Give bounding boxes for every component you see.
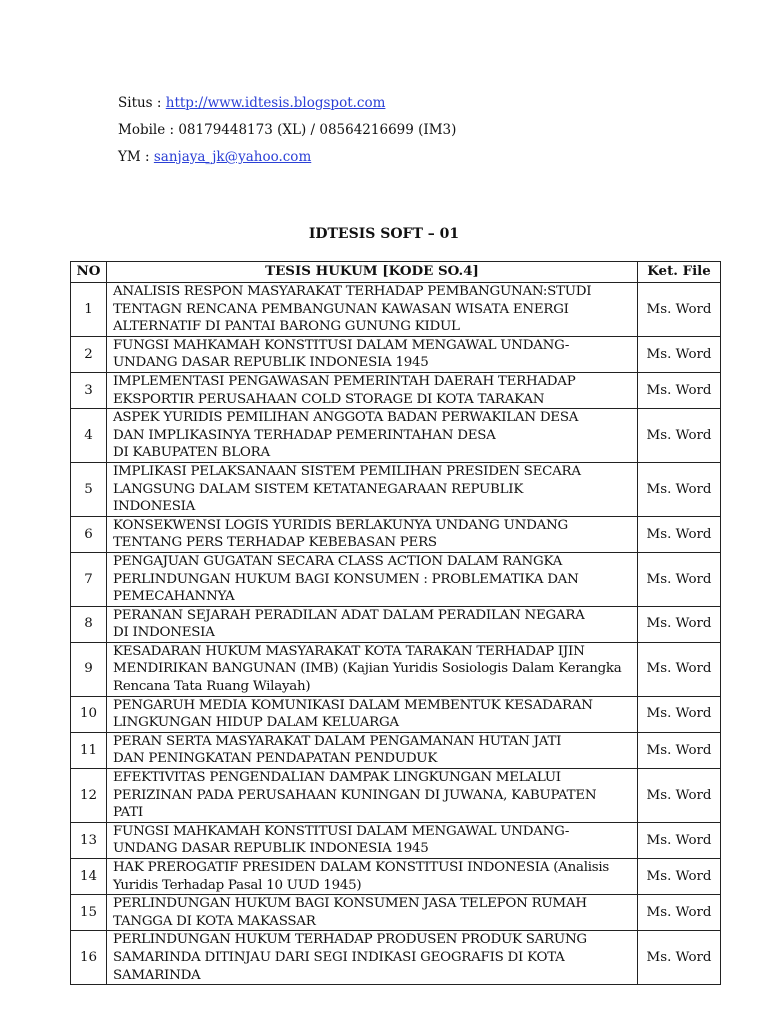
thesis-title-line: SAMARINDA [113,967,201,983]
file-type: Ms. Word [638,931,721,985]
thesis-title [107,732,638,768]
file-type: Ms. Word [638,895,721,931]
thesis-title [107,336,638,372]
row-number: 15 [71,895,107,931]
table-row [71,822,721,858]
row-number: 3 [71,372,107,408]
row-number: 10 [71,696,107,732]
table-row [71,931,721,985]
thesis-title-line: DI KABUPATEN BLORA [113,445,270,461]
thesis-title-line: ALTERNATIF DI PANTAI BARONG GUNUNG KIDUL [113,319,460,335]
ym-line [118,144,456,171]
thesis-title [107,895,638,931]
thesis-title [107,769,638,823]
file-type: Ms. Word [638,516,721,552]
thesis-title-line: LINGKUNGAN HIDUP DALAM KELUARGA [113,715,399,731]
ym-email-link[interactable]: sanjaya_jk@yahoo.com [153,149,312,165]
table-row [71,642,721,696]
thesis-title [107,462,638,516]
thesis-title-line: EKSPORTIR PERUSAHAAN COLD STORAGE DI KOTA TARAKAN [113,391,545,407]
thesis-title-line: Rencana Tata Ruang Wilayah) [113,679,311,695]
table-row [71,372,721,408]
situs-link[interactable]: http://www.idtesis.blogspot.com [165,95,386,111]
row-number: 6 [71,516,107,552]
thesis-title-line: SAMARINDA DITINJAU DARI SEGI INDIKASI GEOGRAFIS DI KOTA [113,949,565,965]
thesis-table [70,261,721,985]
thesis-title-line: PERAN SERTA MASYARAKAT DALAM PENGAMANAN HUTAN JATI [113,733,562,749]
thesis-title-line: ANALISIS RESPON MASYARAKAT TERHADAP PEMBANGUNAN:STUDI [113,284,592,299]
thesis-title-line: DI INDONESIA [113,625,215,641]
thesis-title-line: LANGSUNG DALAM SISTEM KETATANEGARAAN REPUBLIK [113,481,524,497]
thesis-title-line: PERLINDUNGAN HUKUM TERHADAP PRODUSEN PRODUK SARUNG [113,932,587,948]
thesis-title [107,552,638,606]
thesis-title-line: PENGARUH MEDIA KOMUNIKASI DALAM MEMBENTUK KESADARAN [113,697,593,713]
thesis-title-line: INDONESIA [113,499,196,515]
row-number: 9 [71,642,107,696]
row-number: 5 [71,462,107,516]
row-number: 12 [71,769,107,823]
contact-block [118,90,456,171]
row-number: 8 [71,606,107,642]
thesis-title-line: PATI [113,805,143,821]
table-row [71,516,721,552]
table-row [71,283,721,337]
situs-line [118,90,456,117]
file-type: Ms. Word [638,859,721,895]
file-type: Ms. Word [638,769,721,823]
file-type: Ms. Word [638,372,721,408]
row-number: 16 [71,931,107,985]
thesis-title-line: ASPEK YURIDIS PEMILIHAN ANGGOTA BADAN PERWAKILAN DESA [113,410,579,426]
thesis-title-line: PERLINDUNGAN HUKUM BAGI KONSUMEN : PROBLEMATIKA DAN [113,571,579,587]
table-row [71,552,721,606]
table-row [71,859,721,895]
row-number: 13 [71,822,107,858]
thesis-title-line: PENGAJUAN GUGATAN SECARA CLASS ACTION DALAM RANGKA [113,553,563,569]
thesis-title [107,283,638,337]
table-row [71,895,721,931]
thesis-title-line: PERLINDUNGAN HUKUM BAGI KONSUMEN JASA TELEPON RUMAH [113,896,587,912]
thesis-title-line: PERANAN SEJARAH PERADILAN ADAT DALAM PERADILAN NEGARA [113,607,585,623]
thesis-title-line: FUNGSI MAHKAMAH KONSTITUSI DALAM MENGAWAL UNDANG- [113,823,570,839]
row-number: 1 [71,283,107,337]
thesis-title [107,372,638,408]
thesis-title-line: MENDIRIKAN BANGUNAN (IMB) (Kajian Yuridis Sosiologis Dalam Kerangka [113,661,622,677]
file-type: Ms. Word [638,822,721,858]
situs-label: Situs : [118,95,166,111]
thesis-title-line: UNDANG DASAR REPUBLIK INDONESIA 1945 [113,355,429,371]
thesis-title-line: DAN IMPLIKASINYA TERHADAP PEMERINTAHAN DESA [113,427,496,443]
row-number: 2 [71,336,107,372]
table-row [71,606,721,642]
thesis-title-line: UNDANG DASAR REPUBLIK INDONESIA 1945 [113,841,429,857]
mobile-line: Mobile : 08179448173 (XL) / 08564216699 (IM3) [118,122,457,138]
row-number: 7 [71,552,107,606]
document-title: IDTESIS SOFT – 01 [308,226,460,242]
thesis-title [107,822,638,858]
thesis-title [107,409,638,463]
table-row [71,732,721,768]
file-type: Ms. Word [638,552,721,606]
row-number: 14 [71,859,107,895]
table-row [71,696,721,732]
thesis-title-line: EFEKTIVITAS PENGENDALIAN DAMPAK LINGKUNGAN MELALUI [113,770,561,786]
header-no: NO [71,262,107,283]
thesis-title-line: Yuridis Terhadap Pasal 10 UUD 1945) [113,877,362,893]
thesis-title-line: TENTANG PERS TERHADAP KEBEBASAN PERS [113,535,437,551]
thesis-title [107,859,638,895]
table-row [71,336,721,372]
thesis-title-line: PERIZINAN PADA PERUSAHAAN KUNINGAN DI JUWANA, KABUPATEN [113,787,597,803]
thesis-title [107,606,638,642]
thesis-title [107,642,638,696]
file-type: Ms. Word [638,336,721,372]
thesis-title [107,696,638,732]
thesis-title-line: IMPLEMENTASI PENGAWASAN PEMERINTAH DAERAH TERHADAP [113,373,576,389]
header-thesis: TESIS HUKUM [KODE SO.4] [107,262,638,283]
thesis-title-line: KONSEKWENSI LOGIS YURIDIS BERLAKUNYA UNDANG UNDANG [113,517,568,533]
thesis-title-line: TANGGA DI KOTA MAKASSAR [113,913,316,929]
table-header-row [71,262,721,283]
file-type: Ms. Word [638,606,721,642]
ym-label: YM : [118,149,154,165]
row-number: 4 [71,409,107,463]
thesis-title [107,516,638,552]
thesis-title-line: IMPLIKASI PELAKSANAAN SISTEM PEMILIHAN PRESIDEN SECARA [113,463,581,479]
thesis-title [107,931,638,985]
thesis-title-line: HAK PREROGATIF PRESIDEN DALAM KONSTITUSI INDONESIA (Analisis [113,860,610,875]
table-row [71,462,721,516]
file-type: Ms. Word [638,409,721,463]
file-type: Ms. Word [638,642,721,696]
table-row [71,409,721,463]
thesis-title-line: FUNGSI MAHKAMAH KONSTITUSI DALAM MENGAWAL UNDANG- [113,337,570,353]
row-number: 11 [71,732,107,768]
header-ket: Ket. File [638,262,721,283]
thesis-title-line: DAN PENINGKATAN PENDAPATAN PENDUDUK [113,751,438,767]
table-row [71,769,721,823]
thesis-title-line: KESADARAN HUKUM MASYARAKAT KOTA TARAKAN TERHADAP IJIN [113,643,585,659]
thesis-title-line: TENTAGN RENCANA PEMBANGUNAN KAWASAN WISATA ENERGI [113,301,569,317]
file-type: Ms. Word [638,732,721,768]
thesis-title-line: PEMECAHANNYA [113,589,235,605]
file-type: Ms. Word [638,696,721,732]
file-type: Ms. Word [638,283,721,337]
file-type: Ms. Word [638,462,721,516]
